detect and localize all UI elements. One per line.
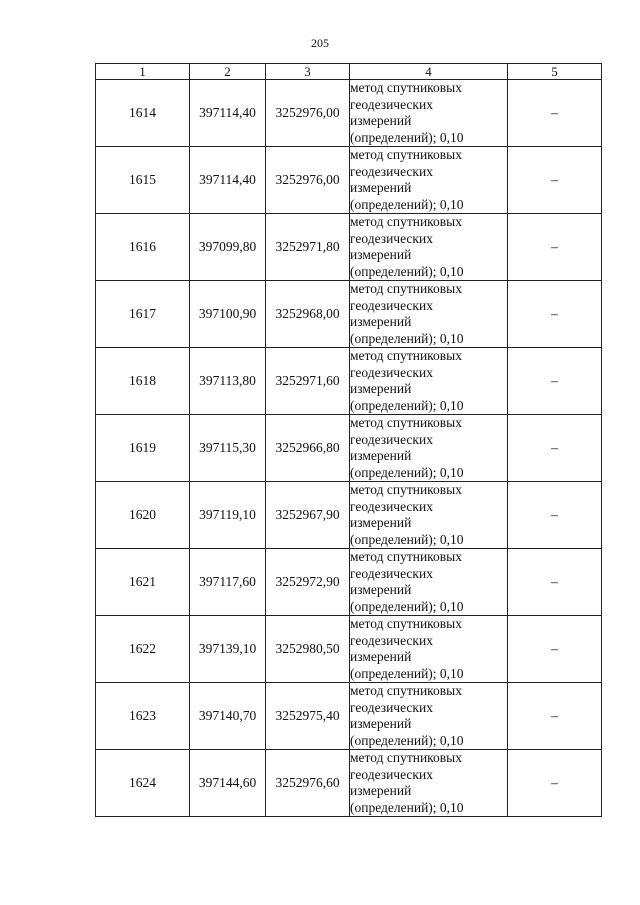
header-col-3: 3 [266, 64, 350, 80]
method-description [350, 616, 508, 683]
method-description [350, 549, 508, 616]
coordinate-x: 397114,40 [190, 80, 266, 147]
column-5-value: – [508, 214, 602, 281]
method-line: геодезических [350, 431, 433, 447]
method-line: (определений); 0,10 [350, 263, 464, 279]
coordinate-y: 3252971,60 [266, 348, 350, 415]
point-number: 1619 [96, 415, 190, 482]
header-col-1: 1 [96, 64, 190, 80]
method-line: измерений [350, 180, 412, 195]
coordinate-y: 3252966,80 [266, 415, 350, 482]
point-number: 1616 [96, 214, 190, 281]
method-line: геодезических [350, 699, 433, 715]
method-line: метод спутниковых [350, 348, 462, 363]
column-5-value: – [508, 147, 602, 214]
method-line: измерений [350, 314, 412, 329]
method-line: геодезических [350, 163, 433, 179]
coordinate-x: 397117,60 [190, 549, 266, 616]
table-row [96, 482, 602, 549]
method-description [350, 415, 508, 482]
coordinates-table [95, 63, 602, 817]
column-5-value: – [508, 616, 602, 683]
method-line: метод спутниковых [350, 147, 462, 162]
method-line: метод спутниковых [350, 616, 462, 631]
header-col-4: 4 [350, 64, 508, 80]
coordinate-x: 397144,60 [190, 750, 266, 817]
column-5-value: – [508, 348, 602, 415]
coordinate-y: 3252980,50 [266, 616, 350, 683]
table-row [96, 80, 602, 147]
point-number: 1618 [96, 348, 190, 415]
column-5-value: – [508, 750, 602, 817]
method-line: геодезических [350, 96, 433, 112]
coordinate-y: 3252975,40 [266, 683, 350, 750]
method-line: измерений [350, 515, 412, 530]
method-line: измерений [350, 649, 412, 664]
point-number: 1623 [96, 683, 190, 750]
method-line: измерений [350, 381, 412, 396]
table-row [96, 214, 602, 281]
method-line: измерений [350, 582, 412, 597]
method-line: геодезических [350, 632, 433, 648]
method-line: геодезических [350, 565, 433, 581]
method-description [350, 750, 508, 817]
method-line: метод спутниковых [350, 549, 462, 564]
method-description [350, 147, 508, 214]
point-number: 1615 [96, 147, 190, 214]
table-row [96, 281, 602, 348]
coordinate-x: 397099,80 [190, 214, 266, 281]
method-description [350, 80, 508, 147]
method-line: метод спутниковых [350, 80, 462, 95]
method-line: метод спутниковых [350, 750, 462, 765]
table-body [96, 80, 602, 817]
coordinate-y: 3252971,80 [266, 214, 350, 281]
method-line: геодезических [350, 364, 433, 380]
method-line: (определений); 0,10 [350, 665, 464, 681]
coordinate-y: 3252968,00 [266, 281, 350, 348]
coordinate-x: 397139,10 [190, 616, 266, 683]
method-line: метод спутниковых [350, 415, 462, 430]
method-line: метод спутниковых [350, 482, 462, 497]
method-line: (определений); 0,10 [350, 799, 464, 815]
column-5-value: – [508, 683, 602, 750]
column-5-value: – [508, 80, 602, 147]
column-5-value: – [508, 281, 602, 348]
method-line: метод спутниковых [350, 214, 462, 229]
header-col-5: 5 [508, 64, 602, 80]
table-row [96, 348, 602, 415]
coordinate-x: 397140,70 [190, 683, 266, 750]
table-row [96, 147, 602, 214]
table-row [96, 616, 602, 683]
method-description [350, 482, 508, 549]
column-5-value: – [508, 549, 602, 616]
method-line: измерений [350, 247, 412, 262]
method-line: (определений); 0,10 [350, 598, 464, 614]
method-line: (определений); 0,10 [350, 196, 464, 212]
method-line: измерений [350, 448, 412, 463]
table-row [96, 683, 602, 750]
method-line: измерений [350, 113, 412, 128]
method-line: измерений [350, 716, 412, 731]
coordinate-y: 3252976,00 [266, 80, 350, 147]
coordinate-y: 3252972,90 [266, 549, 350, 616]
method-line: геодезических [350, 297, 433, 313]
method-line: (определений); 0,10 [350, 330, 464, 346]
point-number: 1621 [96, 549, 190, 616]
method-line: геодезических [350, 498, 433, 514]
coordinate-x: 397100,90 [190, 281, 266, 348]
method-line: метод спутниковых [350, 281, 462, 296]
method-description [350, 348, 508, 415]
header-row [96, 64, 602, 80]
method-line: (определений); 0,10 [350, 531, 464, 547]
coordinate-y: 3252967,90 [266, 482, 350, 549]
method-line: (определений); 0,10 [350, 732, 464, 748]
point-number: 1617 [96, 281, 190, 348]
coordinate-x: 397119,10 [190, 482, 266, 549]
method-description [350, 214, 508, 281]
table-row [96, 750, 602, 817]
method-line: геодезических [350, 230, 433, 246]
coordinate-x: 397113,80 [190, 348, 266, 415]
coordinate-x: 397115,30 [190, 415, 266, 482]
column-5-value: – [508, 415, 602, 482]
method-description [350, 281, 508, 348]
coordinate-y: 3252976,00 [266, 147, 350, 214]
table-row [96, 415, 602, 482]
method-line: геодезических [350, 766, 433, 782]
point-number: 1624 [96, 750, 190, 817]
coordinate-y: 3252976,60 [266, 750, 350, 817]
method-description [350, 683, 508, 750]
point-number: 1622 [96, 616, 190, 683]
point-number: 1614 [96, 80, 190, 147]
method-line: (определений); 0,10 [350, 464, 464, 480]
point-number: 1620 [96, 482, 190, 549]
table-row [96, 549, 602, 616]
page-number: 205 [311, 36, 329, 50]
column-5-value: – [508, 482, 602, 549]
method-line: метод спутниковых [350, 683, 462, 698]
header-col-2: 2 [190, 64, 266, 80]
method-line: (определений); 0,10 [350, 397, 464, 413]
method-line: измерений [350, 783, 412, 798]
method-line: (определений); 0,10 [350, 129, 464, 145]
coordinate-x: 397114,40 [190, 147, 266, 214]
